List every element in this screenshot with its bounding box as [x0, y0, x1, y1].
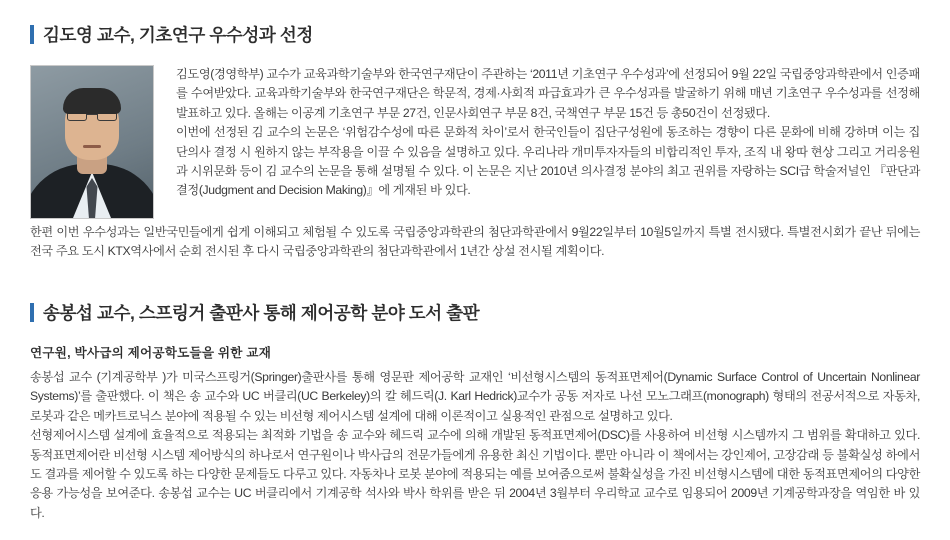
paragraph: 선형제어시스템 설계에 효율적으로 적용되는 최적화 기법을 송 교수와 헤드릭 교수에 의해 개발된 동적표면제어(DSC)를 사용하여 비선형 시스템까지 그 범위를 확대하고 있다. 동적표면제어란 비선형 시스템 제어방식의 하나로서 연구원이나 박사급의 전문가들에게 유용한 최신 기법이다. 뿐만 아니라 이 책에서는 강인제어, 고장감래 등 불확실성 하에서도 결과를 제어할 수 있도록 하는 다양한 문제들도 다루고 있다. 자동차나 로봇 분야에 적용되는 예를 보여줌으로써 불확실성을 가진 비선형시스템에 대한 동적표면제어의 다양한 응용 가능성을 보여준다. 송봉섭 교수는 UC 버클리에서 기계공학 석사와 박사 학위를 받은 뒤 2004년 3월부터 우리학교 교수로 임용되어 2009년 기계공학과장을 역임한 바 있다.: [30, 428, 920, 520]
heading-accent-bar: [30, 303, 34, 322]
article-one-body: [30, 65, 920, 219]
article-song-bong-seop: [30, 300, 920, 523]
article-two-heading: [30, 300, 920, 325]
article-two-text-column: [30, 368, 920, 523]
paragraph: 송봉섭 교수 (기계공학부 )가 미국스프링거(Springer)출판사를 통해 영문판 제어공학 교재인 ‘비선형시스템의 동적표면제어(Dynamic Surface Control of Uncertain Nonlinear Systems)’를 출판했다. 이 책은 송 교수와 UC 버클리(UC Berkeley)의 칼 헤드릭(J. Karl Hedrick)교수가 공동 저자로 나선 모노그래프(monograph) 형태의 전공서적으로 자동차, 로봇과 같은 메카트로닉스 분야에 적용될 수 있는 비선형 제어시스템 설계에 대해 이론적이고 실용적인 관점으로 설명하고 있다.: [30, 370, 920, 423]
article-kim-do-young: [30, 22, 920, 262]
glasses-bridge: [87, 114, 97, 115]
article-one-text-column: [176, 65, 920, 201]
professor-portrait-photo: [30, 65, 154, 219]
article-two-subheading: 연구원, 박사급의 제어공학도들을 위한 교재: [30, 346, 272, 360]
portrait-hair-shape: [63, 88, 121, 114]
article-two-title-text: 송봉섭 교수, 스프링거 출판사 통해 제어공학 분야 도서 출판: [43, 303, 480, 323]
portrait-mouth-shape: [83, 145, 101, 148]
paragraph: 한편 이번 우수성과는 일반국민들에게 쉽게 이해되고 체험될 수 있도록 국립중앙과학관의 첨단과학관에서 9월22일부터 10월5일까지 특별 전시됐다. 특별전시회가 끝난 뒤에는 전국 주요 도시 KTX역사에서 순회 전시된 후 다시 국립중앙과학관의 첨단과학관에서 1년간 상설 전시될 계획이다.: [30, 225, 920, 259]
heading-accent-bar: [30, 25, 34, 44]
article-one-heading: [30, 22, 920, 47]
paragraph: 이번에 선정된 김 교수의 논문은 ‘위험감수성에 따른 문화적 차이’로서 한국인들이 집단구성원에 동조하는 경향이 다른 문화에 비해 강하며 이는 집단의사 결정 시 원하지 않는 부작용을 이끌 수 있음을 설명하고 있다. 우리나라 개미투자자들의 비합리적인 투자, 조직 내 왕따 현상 그리고 거리응원과 시위문화 등이 김 교수의 논문을 통해 설명될 수 있다. 이 논문은 지난 2010년 의사결정 분야의 최고 권위를 자랑하는 SCI급 학술저널인 『판단과 결정(Judgment and Decision Making)』에 게재된 바 있다.: [176, 125, 920, 198]
paragraph: 김도영(경영학부) 교수가 교육과학기술부와 한국연구재단이 주관하는 ‘2011년 기초연구 우수성과’에 선정되어 9월 22일 국립중앙과학관에서 인증패를 수여받았다. 교육과학기술부와 한국연구재단은 학문적, 경제·사회적 파급효과가 큰 우수성과를 발굴하기 위해 매년 기초연구 우수성과를 선정해 발표하고 있다. 올해는 이공계 기초연구 부문 27건, 인문사회연구 부문 8건, 국책연구 부문 15건 등 총50건이 선정됐다.: [176, 67, 920, 120]
article-one-title-text: 김도영 교수, 기초연구 우수성과 선정: [43, 25, 313, 45]
